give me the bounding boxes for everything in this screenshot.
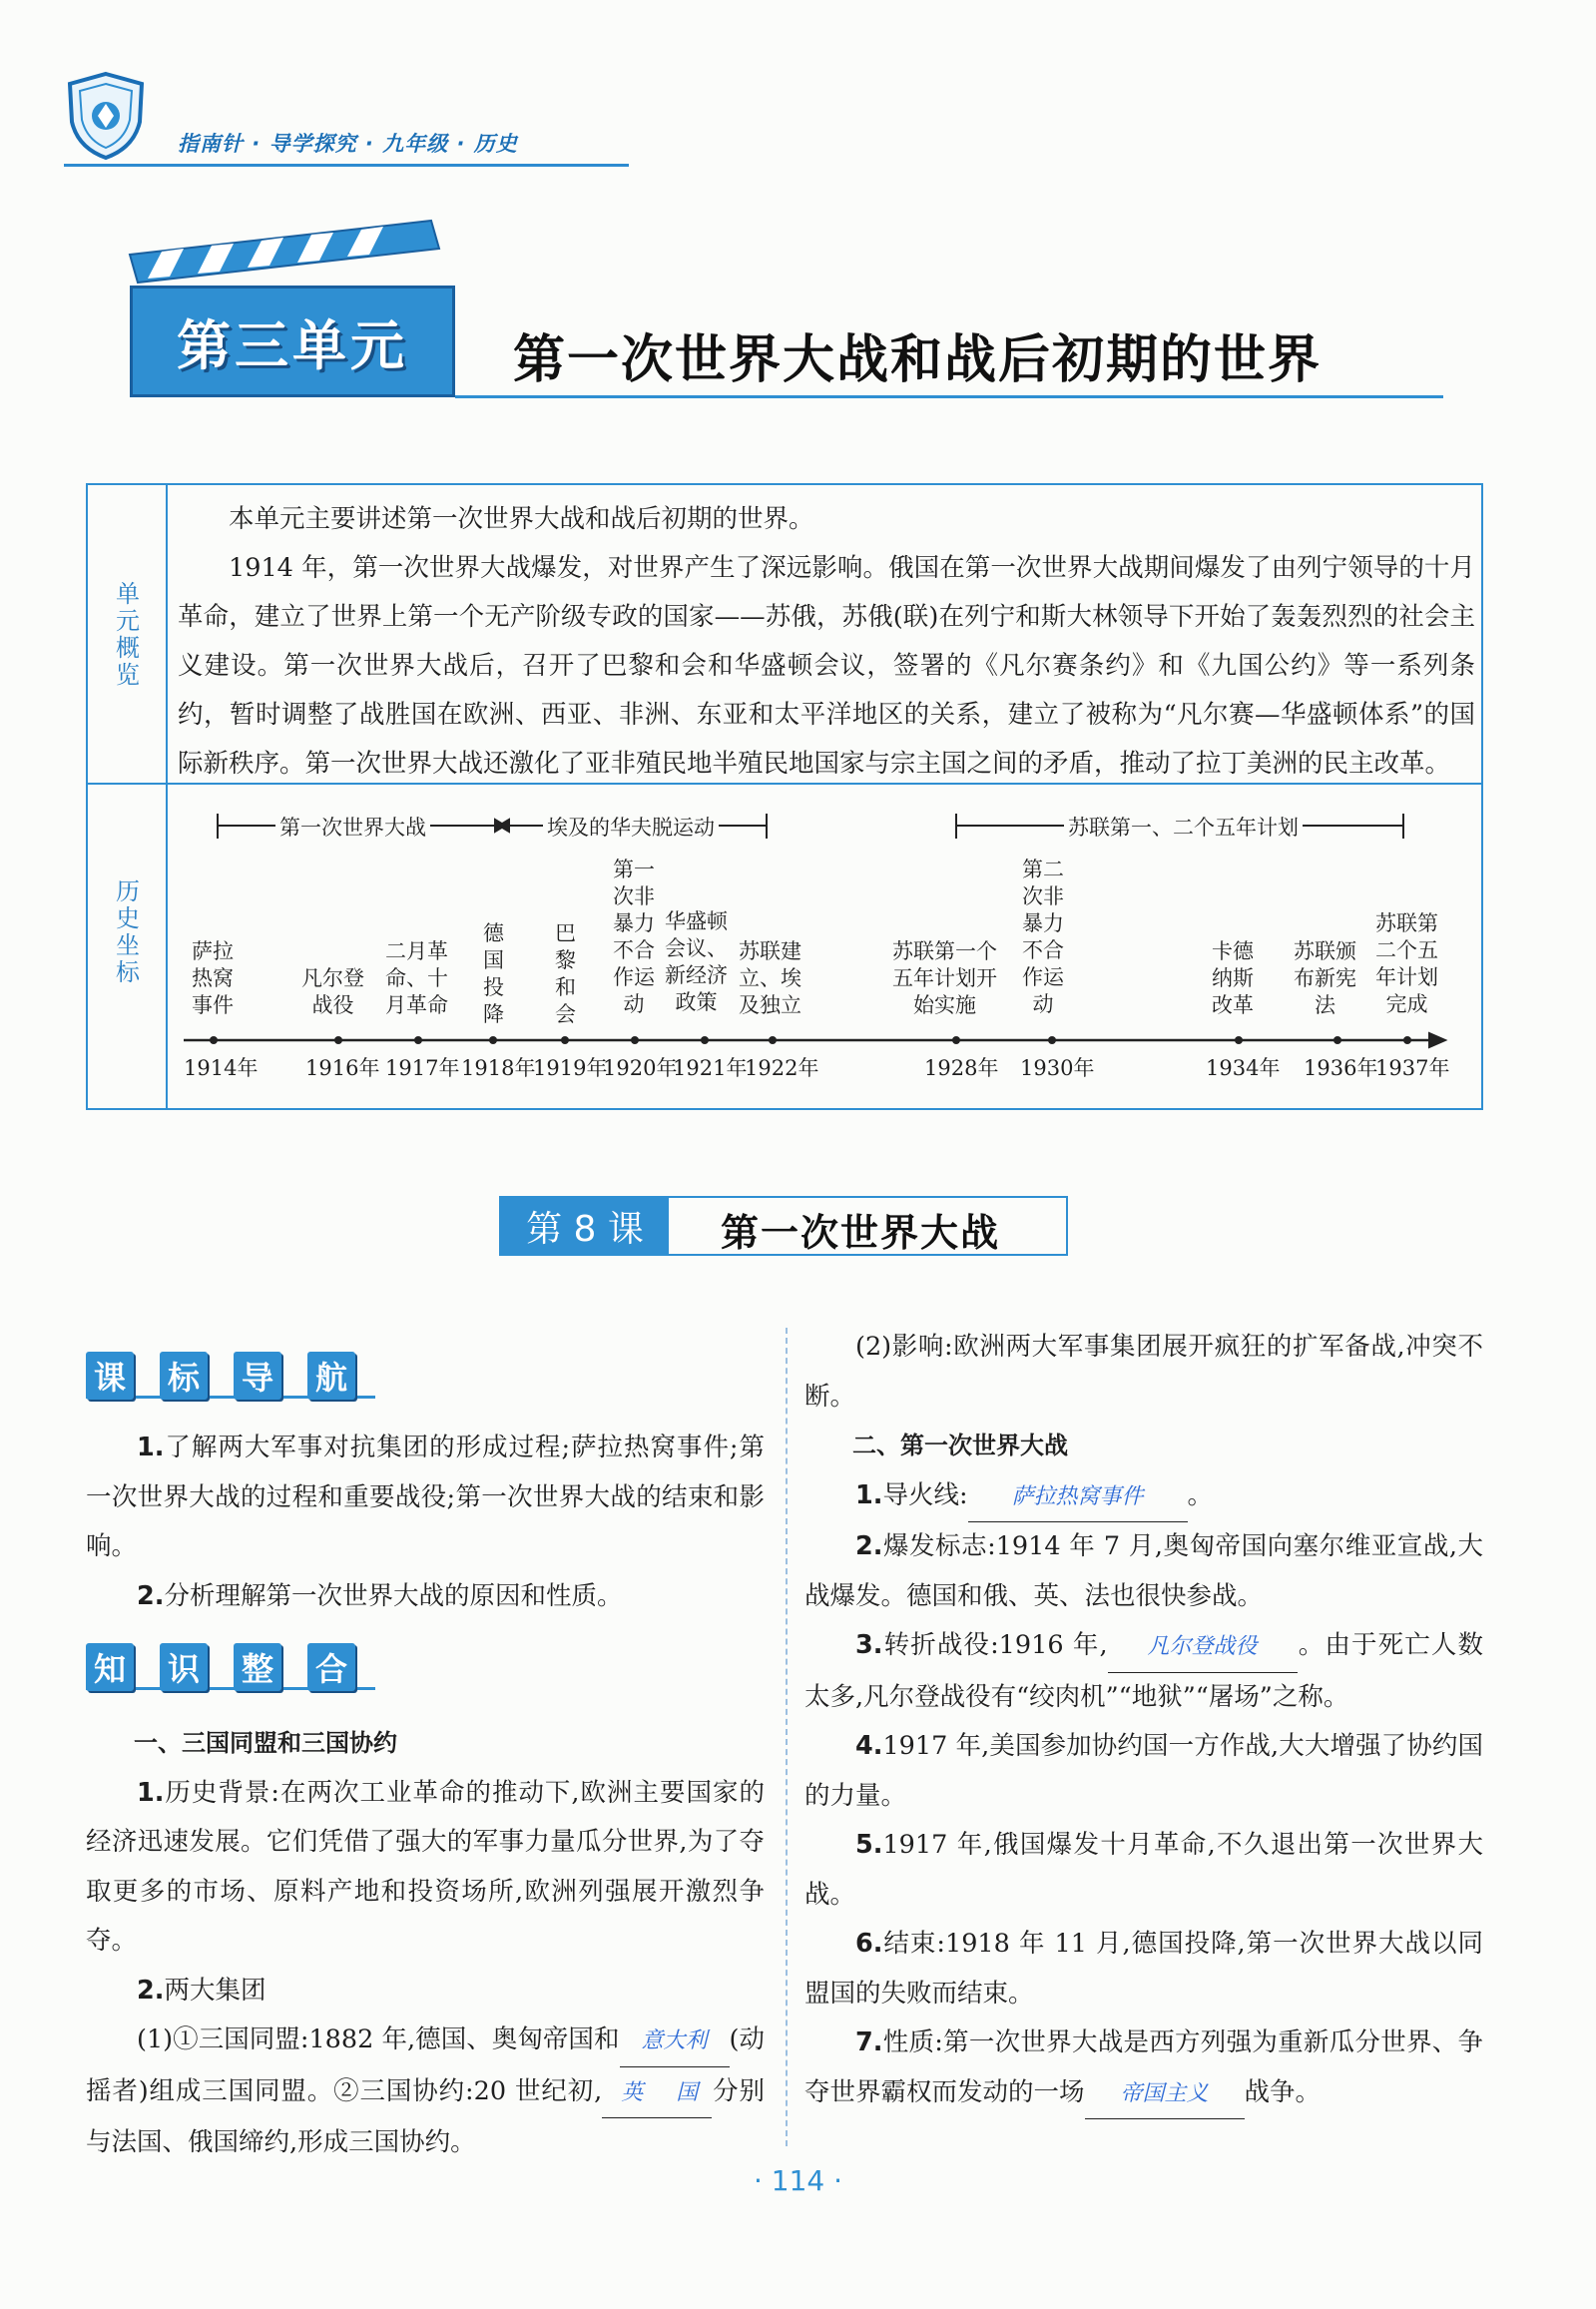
knowledge-left-text: 一、三国同盟和三国协约 1.历史背景:在两次工业革命的推动下,欧洲主要国家的经济迅速发展。它们凭借了强大的军事力量瓜分世界,为了夺取更多的市场、原料产地和投资场所,欧洲列强展开激烈争夺。 2.两大集团 (1)①三国同盟:1882 年,德国、奥匈帝国和 意大利 (动摇者)组成三国同盟。②三国协约:20 世纪初, 英 国 分别与法国、俄国缔约,形成三国协约。 <box>86 1719 765 2168</box>
overview-paragraph: 本单元主要讲述第一次世界大战和战后初期的世界。 <box>229 504 814 534</box>
page-number: · 114 · <box>753 2164 843 2197</box>
lesson-title: 第一次世界大战 <box>721 1211 1001 1255</box>
timeline-year: 1914年 <box>184 1056 259 1080</box>
answer-blank: 凡尔登战役 <box>1108 1622 1298 1673</box>
timeline-event: 第一 次非 暴力 不合 作运 动 <box>613 858 655 1016</box>
answer-blank: 国 <box>662 2068 712 2119</box>
timeline-year: 1937年 <box>1375 1056 1450 1080</box>
range-label-wafd: 埃及的华夫脱运动 <box>543 812 719 842</box>
lesson-number: 第 8 课 <box>501 1198 669 1254</box>
unit-title: 第一次世界大战和战后初期的世界 <box>513 330 1323 390</box>
timeline-side-label: 历 史 坐 标 <box>116 877 140 986</box>
timeline-year: 1916年 <box>305 1056 380 1080</box>
section-title: 一、三国同盟和三国协约 <box>134 1729 397 1757</box>
range-label-five-year-plans: 苏联第一、二个五年计划 <box>1064 812 1303 842</box>
answer-blank: 帝国主义 <box>1085 2069 1245 2120</box>
timeline-event: 苏联第 二个五 年计划 完成 <box>1375 911 1438 1016</box>
knowledge-right-text: (2)影响:欧洲两大军事集团展开疯狂的扩军备战,冲突不断。 二、第一次世界大战 1.导火线: 萨拉热窝事件 。 2.爆发标志:1914 年 7 月,奥匈帝国向塞尔维亚宣战,大战爆发。德国和俄、英、法也很快参战。 3.转折战役:1916 年, 凡尔登战役 。由于死亡人数太多,凡尔登战役有“绞肉机”“地狱”“屠场”之称。 4.1917 年,美国参加协约国一方作战,大大增强了协约国的力量。 5.1917 年,俄国爆发十月革命,不久退出第一次世界大战。 6.结束:1918 年 11 月,德国投降,第一次世界大战以同盟国的失败而结束。 7.性质:第一次世界大战是西方列强为重新瓜分世界、争夺世界霸权而发动的一场 帝国主义 战争。 <box>804 1323 1483 2119</box>
unit-label: 第三单元 <box>177 313 408 377</box>
timeline-event: 卡德 纳斯 改革 <box>1212 939 1254 1017</box>
timeline-event: 德 国 投 降 <box>483 921 504 1026</box>
timeline-year: 1920年 <box>603 1056 678 1080</box>
timeline-year: 1917年 <box>385 1056 460 1080</box>
timeline-event: 第二 次非 暴力 不合 作运 动 <box>1022 858 1064 1016</box>
header-text: 指南针 · 导学探究 · 九年级 · 历史 <box>178 132 518 156</box>
timeline-year: 1928年 <box>924 1056 999 1080</box>
timeline-event: 巴 黎 和 会 <box>555 921 576 1026</box>
timeline-year: 1934年 <box>1206 1056 1281 1080</box>
lesson-title-box <box>499 1196 1068 1256</box>
timeline-year: 1936年 <box>1304 1056 1378 1080</box>
curriculum-nav-header: 课 标 导 航 <box>86 1352 385 1408</box>
timeline-event: 萨拉 热窝 事件 <box>192 939 234 1017</box>
knowledge-header: 知 识 整 合 <box>86 1643 385 1699</box>
timeline-event: 苏联颁 布新宪 法 <box>1294 939 1356 1017</box>
answer-blank: 英 <box>602 2068 662 2119</box>
timeline-event: 苏联建 立、埃 及独立 <box>739 939 801 1017</box>
answer-blank: 意大利 <box>620 2017 730 2067</box>
overview-side-label: 单 元 概 览 <box>116 580 140 689</box>
range-label-ww1: 第一次世界大战 <box>275 812 430 842</box>
timeline-event: 二月革 命、十 月革命 <box>385 939 448 1017</box>
timeline-year: 1919年 <box>533 1056 608 1080</box>
timeline-event: 华盛顿 会议、 新经济 政策 <box>665 909 728 1014</box>
timeline-event: 苏联第一个 五年计划开 始实施 <box>892 939 997 1017</box>
timeline-event: 凡尔登 战役 <box>301 966 364 1017</box>
timeline-year: 1918年 <box>461 1056 536 1080</box>
timeline-year: 1921年 <box>673 1056 748 1080</box>
answer-blank: 萨拉热窝事件 <box>968 1472 1188 1523</box>
overview-paragraph: 1914 年，第一次世界大战爆发，对世界产生了深远影响。俄国在第一次世界大战期间爆发了由列宁领导的十月革命，建立了世界上第一个无产阶级专政的国家——苏俄，苏俄(联)在列宁和斯大林领导下开始了轰轰烈烈的社会主义建设。第一次世界大战后，召开了巴黎和会和华盛顿会议，签署的《凡尔赛条约》和《九国公约》等一系列条约，暂时调整了战胜国在欧洲、西亚、非洲、东亚和太平洋地区的关系，建立了被称为“凡尔赛—华盛顿体系”的国际新秩序。第一次世界大战还激化了亚非殖民地半殖民地国家与宗主国之间的矛盾，推动了拉丁美洲的民主改革。 <box>178 553 1475 779</box>
section-title: 二、第一次世界大战 <box>852 1432 1068 1459</box>
timeline-year: 1922年 <box>745 1056 819 1080</box>
curriculum-nav-list: 1.了解两大军事对抗集团的形成过程;萨拉热窝事件;第一次世界大战的过程和重要战役;第一次世界大战的结束和影响。 2.分析理解第一次世界大战的原因和性质。 <box>86 1433 765 1611</box>
column-divider <box>786 1328 788 2146</box>
timeline-year: 1930年 <box>1020 1056 1095 1080</box>
